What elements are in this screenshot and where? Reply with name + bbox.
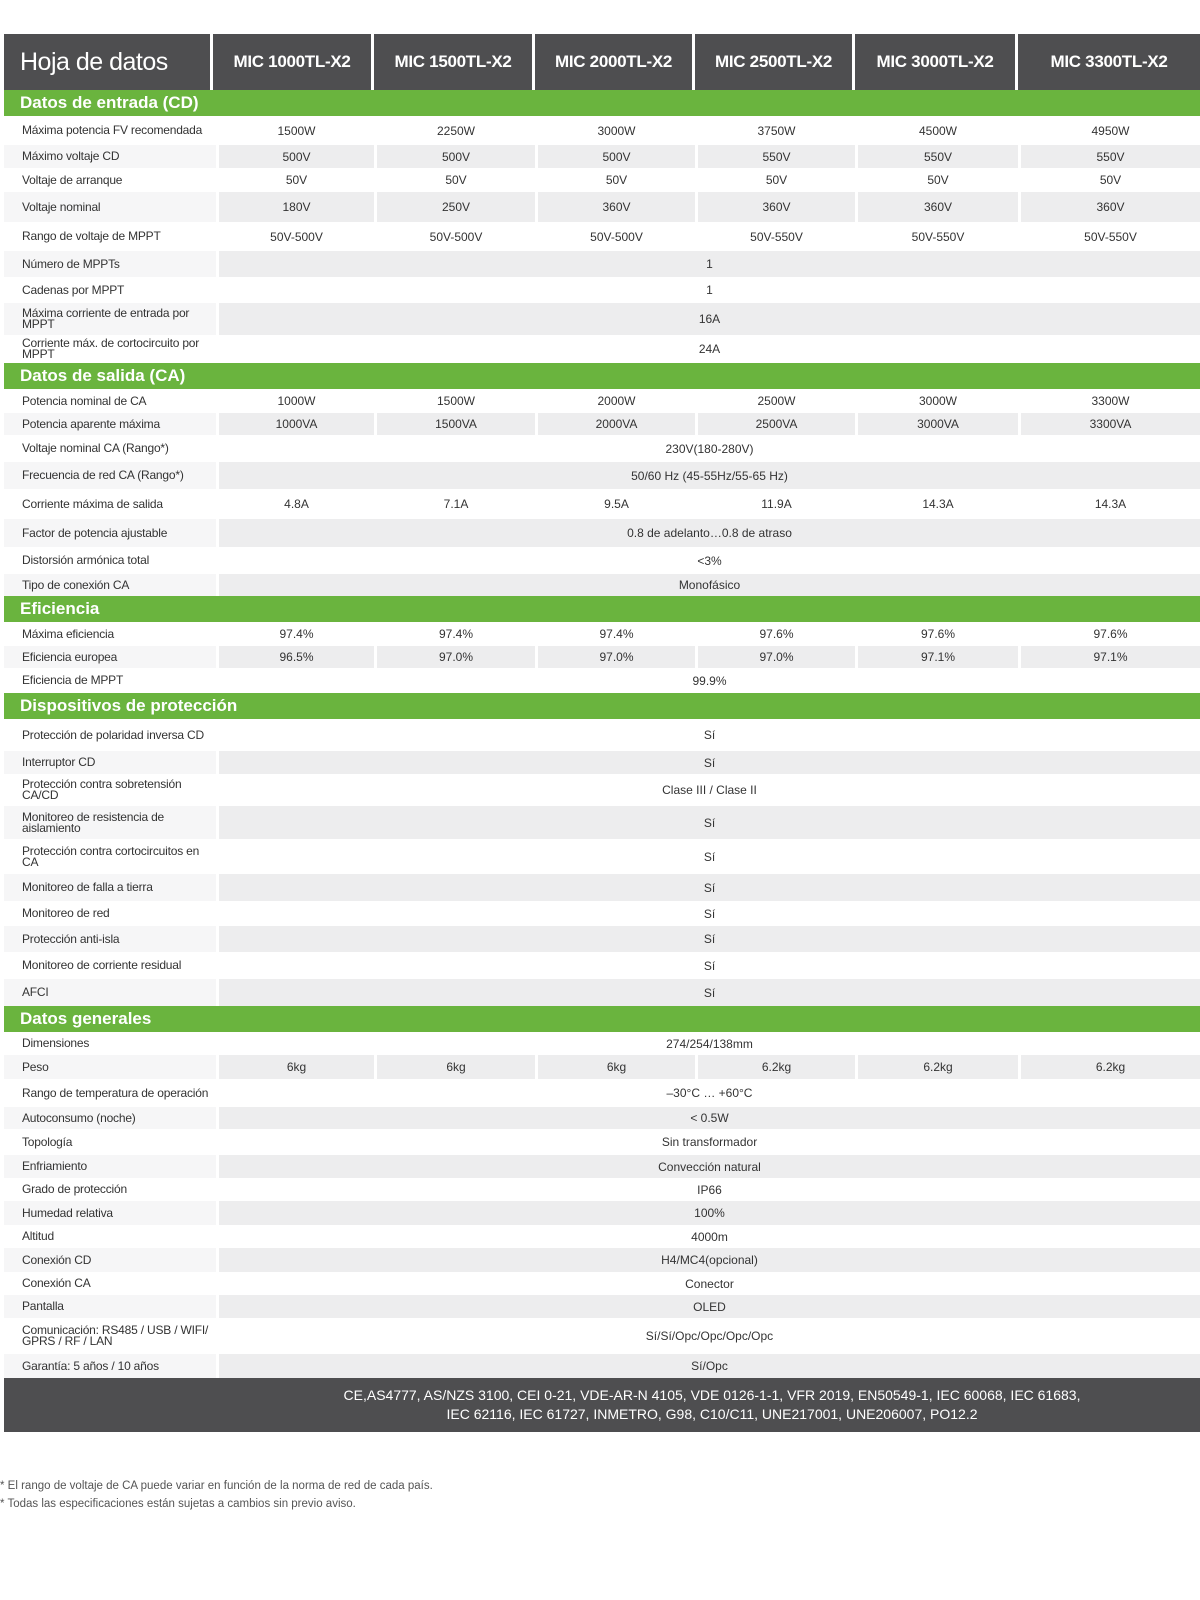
datasheet-table [4,34,1200,1432]
row-label: Grado de protección [22,1182,127,1196]
row-value: 360V [535,192,695,222]
row-label: Protección contra sobretensión CA/CD [22,777,182,802]
row-label: Voltaje nominal CA (Rango*) [22,441,169,455]
row-label: Voltaje de arranque [22,172,123,187]
table-row [4,839,1200,874]
row-value: 50V [535,168,695,192]
row-value-shared: 16A [216,303,1200,335]
table-row [4,547,1200,574]
row-label: Rango de temperatura de operación [22,1085,209,1100]
table-row [4,622,1200,646]
row-label: Rango de voltaje de MPPT [22,229,161,243]
row-value: 50V-500V [374,222,535,251]
table-row [4,335,1200,363]
row-label: Potencia aparente máxima [4,413,216,435]
table-row [4,1032,1200,1055]
table-row [4,435,1200,462]
section-header: Dispositivos de protección [4,693,1200,719]
table-row [4,979,1200,1006]
table-row [4,1129,1200,1155]
row-value: 1500W [216,116,374,145]
row-value: 3000VA [855,413,1018,435]
row-value-shared: H4/MC4(opcional) [216,1248,1200,1272]
row-value: 50V-500V [216,222,374,251]
row-value: 550V [1018,145,1200,168]
row-value: 97.1% [855,646,1018,668]
row-value: 97.6% [695,622,855,646]
table-row [4,1178,1200,1201]
table-row [4,1201,1200,1225]
row-value: 96.5% [216,646,374,668]
row-value: 97.6% [1018,622,1200,646]
row-value: 50V-550V [695,222,855,251]
row-value: 500V [216,145,374,168]
row-label: Corriente máxima de salida [22,496,163,511]
table-row [4,389,1200,413]
row-label: Peso [4,1055,216,1079]
model-header: MIC 2500TL-X2 [692,34,852,90]
row-value: 97.0% [374,646,535,668]
table-row [4,1318,1200,1354]
row-value-shared: Sí [216,952,1200,979]
row-value-shared: 50/60 Hz (45-55Hz/55-65 Hz) [216,462,1200,489]
row-value: 50V [1018,168,1200,192]
table-row [4,1107,1200,1129]
row-value-shared: 1 [216,277,1200,303]
row-label: Número de MPPTs [4,251,216,277]
row-value: 3300VA [1018,413,1200,435]
row-value-shared: 274/254/138mm [216,1032,1200,1055]
row-label: Eficiencia de MPPT [22,673,124,687]
row-value-shared: Conector [216,1272,1200,1295]
certifications-bar [4,1378,1200,1432]
section-header: Datos de salida (CA) [4,363,1200,389]
row-label: Voltaje nominal [4,192,216,222]
row-value-shared: 230V(180-280V) [216,435,1200,462]
row-label: Corriente máx. de cortocircuito por MPPT [22,336,200,361]
row-label: Monitoreo de corriente residual [22,958,182,972]
row-value: 550V [695,145,855,168]
row-value-shared: Sí [216,926,1200,952]
table-row [4,251,1200,277]
row-value: 6.2kg [695,1055,855,1079]
row-value-shared: Sí [216,751,1200,774]
row-label: Frecuencia de red CA (Rango*) [4,462,216,489]
row-value: 9.5A [535,489,695,519]
row-value: 50V [216,168,374,192]
table-row [4,668,1200,693]
row-value-shared: Sí [216,839,1200,874]
row-value-shared: Sí [216,874,1200,901]
row-value: 50V [374,168,535,192]
row-value: 2500W [695,389,855,413]
row-value: 550V [855,145,1018,168]
page-title: Hoja de datos [4,34,210,90]
table-row [4,116,1200,145]
table-row [4,874,1200,901]
row-value: 500V [374,145,535,168]
row-value: 50V [695,168,855,192]
row-value: 6.2kg [1018,1055,1200,1079]
model-header: MIC 1500TL-X2 [371,34,532,90]
table-row [4,1225,1200,1248]
model-header: MIC 2000TL-X2 [532,34,692,90]
row-label: Protección contra cortocircuitos en CA [22,843,200,869]
table-row [4,719,1200,751]
row-label: Monitoreo de red [22,906,110,920]
row-value-shared: 0.8 de adelanto…0.8 de atraso [216,519,1200,547]
row-label: Dimensiones [22,1036,90,1050]
row-label: Cadenas por MPPT [22,282,125,297]
row-value: 1500W [374,389,535,413]
table-row [4,222,1200,251]
table-row [4,1354,1200,1378]
row-value-shared: Monofásico [216,574,1200,596]
table-row [4,168,1200,192]
row-label: Humedad relativa [4,1201,216,1225]
row-label: Protección anti-isla [4,926,216,952]
row-value-shared: <3% [216,547,1200,574]
table-row [4,751,1200,774]
row-value: 1500VA [374,413,535,435]
row-label: Autoconsumo (noche) [4,1107,216,1129]
row-value: 4500W [855,116,1018,145]
row-value: 500V [535,145,695,168]
row-value-shared: Convección natural [216,1155,1200,1178]
row-label: Monitoreo de resistencia de aislamiento [4,806,216,839]
table-row [4,489,1200,519]
row-value-shared: Sí [216,901,1200,926]
row-value: 250V [374,192,535,222]
row-label: Tipo de conexión CA [4,574,216,596]
row-value: 97.1% [1018,646,1200,668]
row-value: 50V-550V [1018,222,1200,251]
row-value-shared: Sí [216,979,1200,1006]
row-value-shared: 100% [216,1201,1200,1225]
row-label: Eficiencia europea [4,646,216,668]
row-label: Máxima potencia FV recomendada [22,123,203,137]
row-value: 1000VA [216,413,374,435]
table-row [4,574,1200,596]
row-value-shared: 1 [216,251,1200,277]
footnotes [0,1480,433,1516]
row-value: 6kg [216,1055,374,1079]
row-value-shared: < 0.5W [216,1107,1200,1129]
table-row [4,277,1200,303]
row-label: Máxima corriente de entrada por MPPT [4,303,216,335]
table-row [4,952,1200,979]
row-value: 2000VA [535,413,695,435]
model-header: MIC 3300TL-X2 [1015,34,1200,90]
table-row [4,1248,1200,1272]
table-row [4,646,1200,668]
row-label: Pantalla [4,1295,216,1318]
row-label: AFCI [4,979,216,1006]
table-row [4,926,1200,952]
row-label: Máximo voltaje CD [4,145,216,168]
row-value: 50V-550V [855,222,1018,251]
row-label: Conexión CD [4,1248,216,1272]
row-label: Topología [22,1134,73,1149]
row-value: 14.3A [1018,489,1200,519]
row-value: 180V [216,192,374,222]
row-value: 3000W [535,116,695,145]
certifications-line: CE,AS4777, AS/NZS 3100, CEI 0-21, VDE-AR-N 4105, VDE 0126-1-1, VFR 2019, EN50549-1, IEC 60068, IEC 61683, [343,1387,1081,1403]
row-value: 360V [855,192,1018,222]
row-label: Comunicación: RS485 / USB / WIFI/ GPRS / RF / LAN [22,1323,209,1348]
row-label: Enfriamiento [4,1155,216,1178]
certifications-line: IEC 62116, IEC 61727, INMETRO, G98, C10/C11, UNE217001, UNE206007, PO12.2 [446,1406,978,1422]
row-value: 14.3A [855,489,1018,519]
section-header: Eficiencia [4,596,1200,622]
row-value: 6.2kg [855,1055,1018,1079]
row-value: 3000W [855,389,1018,413]
row-value: 97.0% [695,646,855,668]
row-value-shared: 4000m [216,1225,1200,1248]
table-header [4,34,1200,90]
row-value: 2500VA [695,413,855,435]
row-value: 97.4% [216,622,374,646]
row-label: Factor de potencia ajustable [4,519,216,547]
row-value: 2000W [535,389,695,413]
model-header: MIC 1000TL-X2 [210,34,371,90]
table-row [4,192,1200,222]
row-value: 50V [855,168,1018,192]
row-value: 360V [695,192,855,222]
table-row [4,774,1200,806]
row-label: Altitud [22,1229,54,1243]
row-label: Distorsión armónica total [22,553,150,567]
row-value: 6kg [374,1055,535,1079]
footnote: * El rango de voltaje de CA puede variar en función de la norma de red de cada país. [0,1480,433,1492]
row-value-shared: OLED [216,1295,1200,1318]
row-value-shared: Sí/Opc [216,1354,1200,1378]
section-header: Datos de entrada (CD) [4,90,1200,116]
row-value: 6kg [535,1055,695,1079]
sections-container [4,90,1200,1378]
table-row [4,519,1200,547]
row-value-shared: Clase III / Clase II [216,774,1200,806]
table-row [4,303,1200,335]
row-value-shared: 24A [216,335,1200,363]
row-value-shared: 99.9% [216,668,1200,693]
row-label: Potencia nominal de CA [22,393,147,408]
table-row [4,1295,1200,1318]
row-value: 2250W [374,116,535,145]
row-value-shared: –30°C … +60°C [216,1079,1200,1107]
row-value: 97.4% [535,622,695,646]
row-value: 11.9A [695,489,855,519]
row-value: 97.6% [855,622,1018,646]
table-row [4,1055,1200,1079]
table-row [4,1079,1200,1107]
table-row [4,413,1200,435]
table-row [4,462,1200,489]
row-label: Interruptor CD [4,751,216,774]
row-value: 7.1A [374,489,535,519]
row-label: Protección de polaridad inversa CD [22,727,204,742]
row-label: Garantía: 5 años / 10 años [4,1354,216,1378]
row-value: 360V [1018,192,1200,222]
row-value-shared: Sí/Sí/Opc/Opc/Opc/Opc [216,1318,1200,1354]
row-label: Conexión CA [22,1276,91,1290]
section-header: Datos generales [4,1006,1200,1032]
row-value: 3300W [1018,389,1200,413]
table-row [4,806,1200,839]
table-row [4,1272,1200,1295]
row-value-shared: IP66 [216,1178,1200,1201]
row-value: 97.0% [535,646,695,668]
row-value: 97.4% [374,622,535,646]
table-row [4,1155,1200,1178]
row-value: 4950W [1018,116,1200,145]
row-value: 1000W [216,389,374,413]
model-header: MIC 3000TL-X2 [852,34,1015,90]
row-label: Monitoreo de falla a tierra [4,874,216,901]
row-value: 50V-500V [535,222,695,251]
row-value-shared: Sin transformador [216,1129,1200,1155]
row-value: 4.8A [216,489,374,519]
row-value-shared: Sí [216,806,1200,839]
row-label: Máxima eficiencia [22,626,114,641]
table-row [4,145,1200,168]
table-row [4,901,1200,926]
row-value: 3750W [695,116,855,145]
row-value-shared: Sí [216,719,1200,751]
footnote: * Todas las especificaciones están sujetas a cambios sin previo aviso. [0,1498,356,1510]
